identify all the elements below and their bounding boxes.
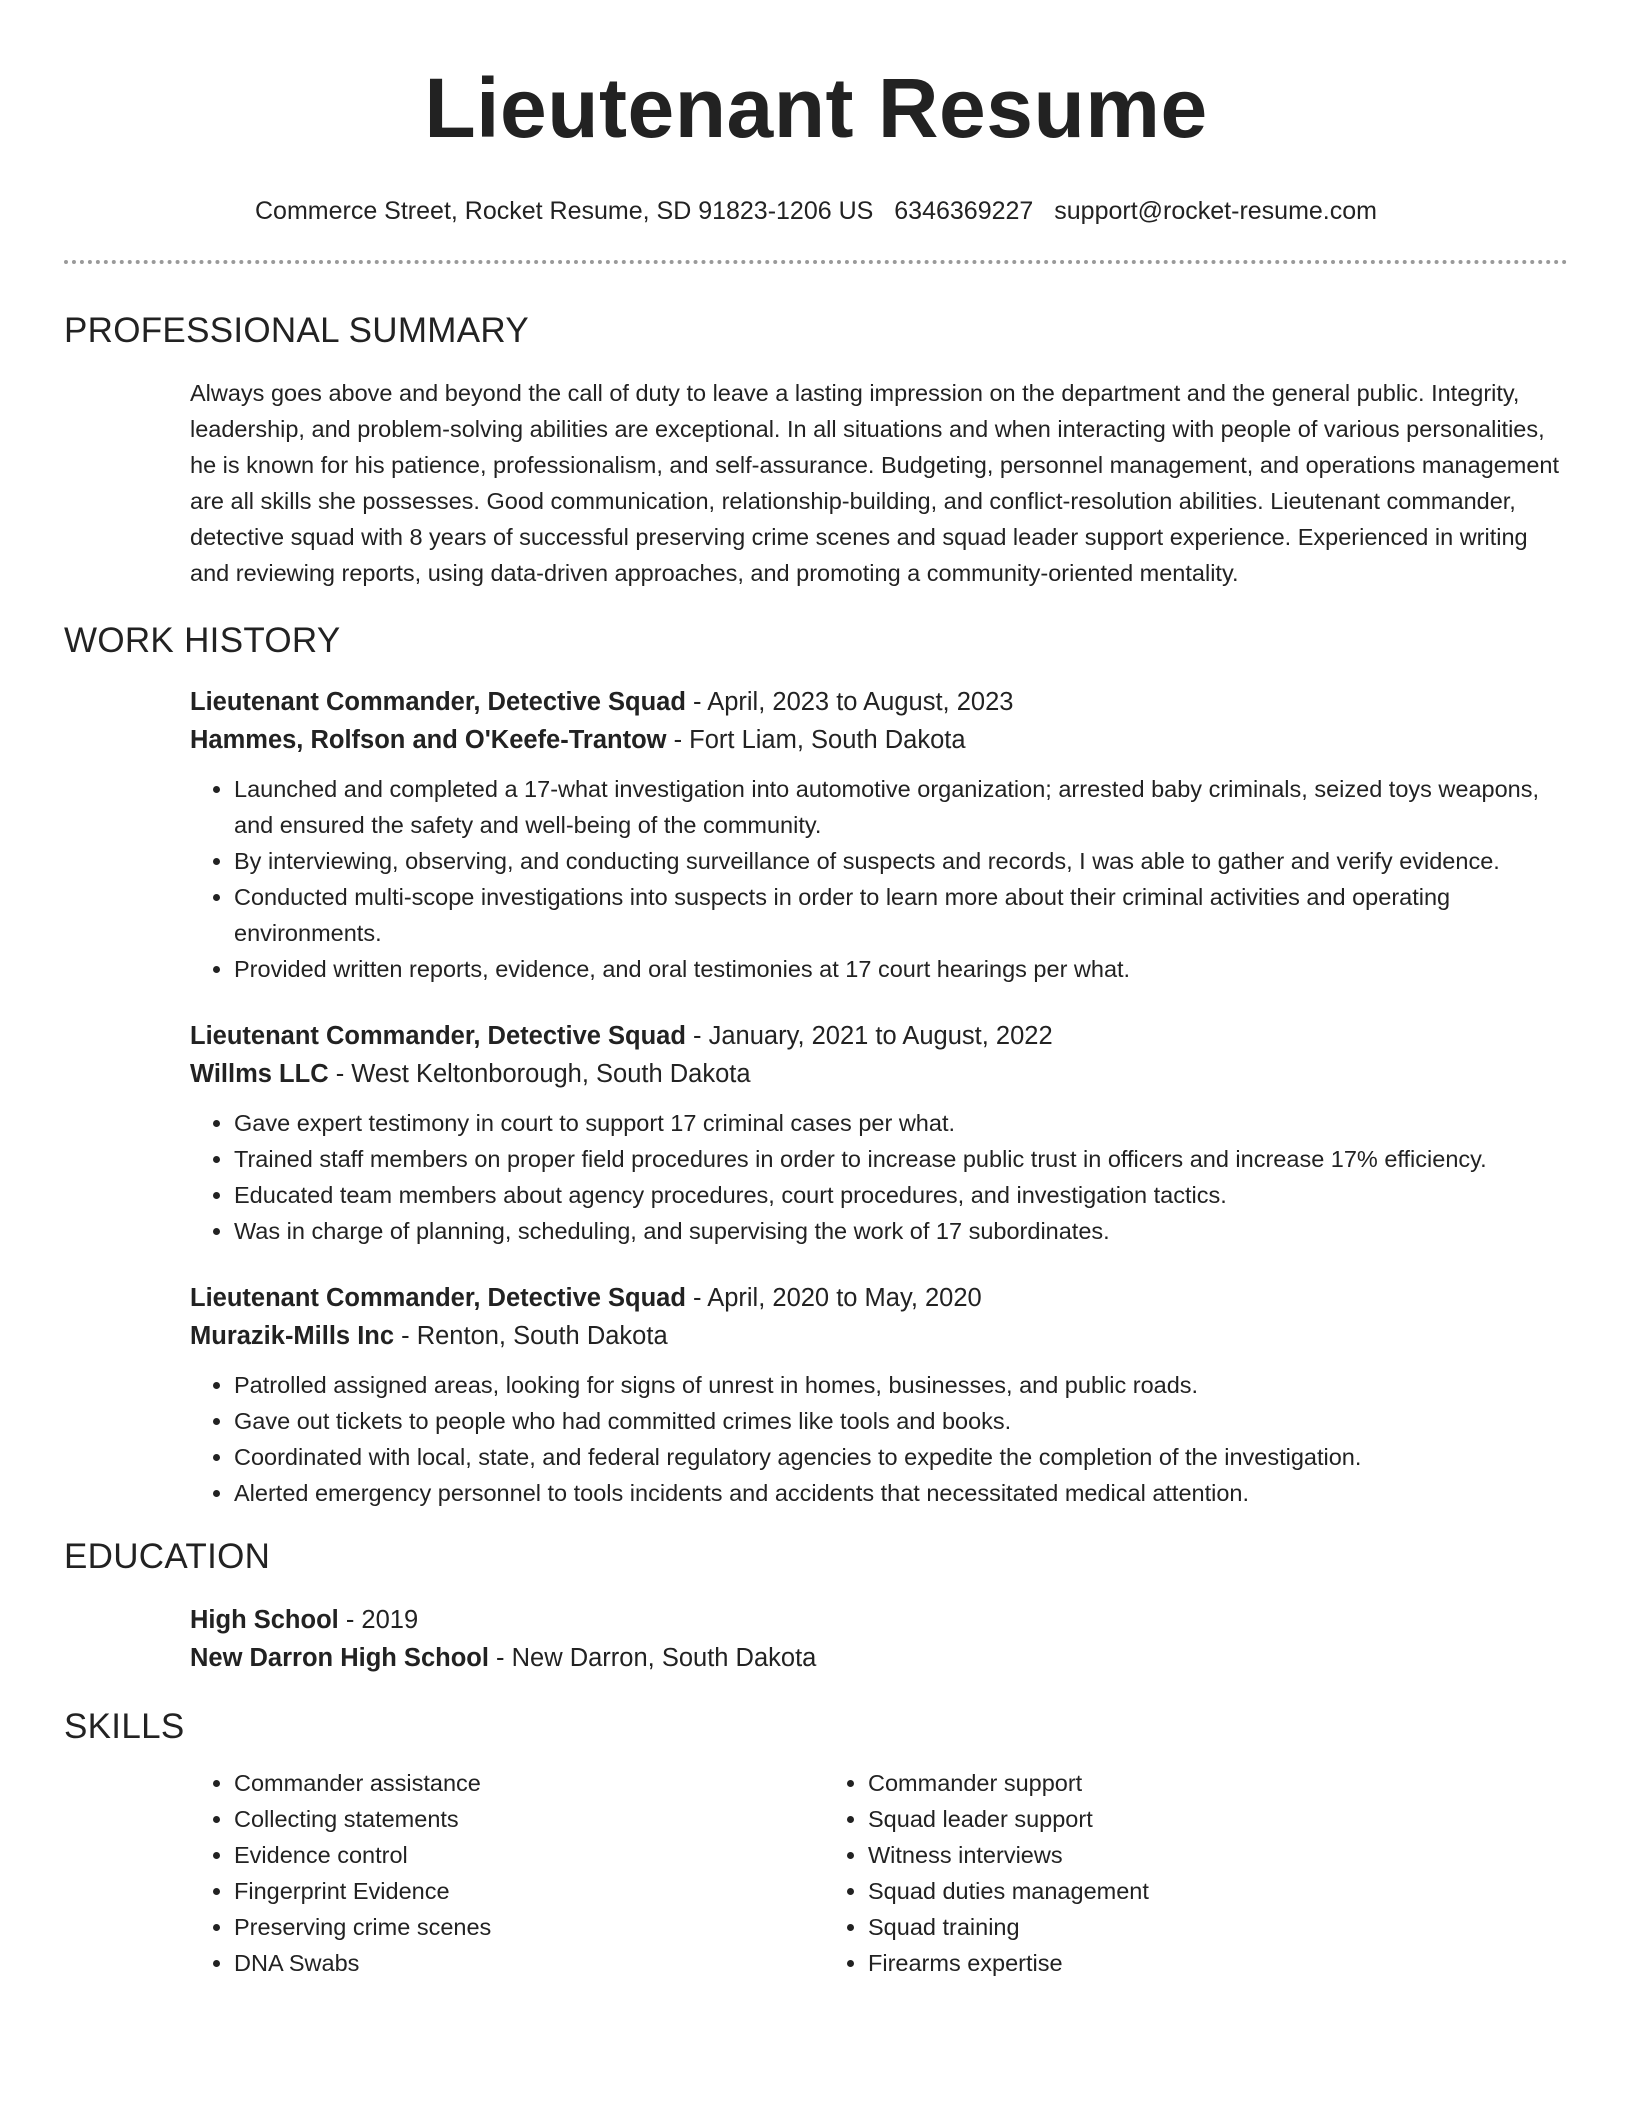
job-entry <box>190 683 1568 987</box>
skill-item: • Preserving crime scenes <box>234 1909 824 1945</box>
skills-column-left <box>190 1765 824 1981</box>
job-company: Hammes, Rolfson and O'Keefe-Trantow <box>190 726 667 754</box>
job-bullets <box>190 1367 1568 1511</box>
degree-line <box>190 1601 1568 1639</box>
skills-heading: SKILLS <box>64 1707 185 1746</box>
job-dates: - April, 2023 to August, 2023 <box>685 688 1014 716</box>
skills-list <box>190 1765 1568 1981</box>
job-company: Murazik-Mills Inc <box>190 1322 395 1350</box>
job-title: Lieutenant Commander, Detective Squad <box>190 1022 686 1050</box>
list-item: • Launched and completed a 17-what investigation into automotive organization; arrested baby criminals, seized toys weapons, and ensured the safety and well-being of the community. <box>234 771 1568 843</box>
skill-item: • DNA Swabs <box>234 1945 824 1981</box>
job-title-line <box>190 1279 1568 1317</box>
job-title: Lieutenant Commander, Detective Squad <box>190 688 686 716</box>
list-item: • Provided written reports, evidence, and oral testimonies at 17 court hearings per what. <box>234 951 1568 987</box>
job-location: - Renton, South Dakota <box>394 1322 668 1350</box>
skill-item: • Evidence control <box>234 1837 824 1873</box>
job-company: Willms LLC <box>190 1060 329 1088</box>
list-item: • Gave out tickets to people who had committed crimes like tools and books. <box>234 1403 1568 1439</box>
job-company-line <box>190 1055 1568 1093</box>
list-item: • By interviewing, observing, and conducting surveillance of suspects and records, I was able to gather and verify evidence. <box>234 843 1568 879</box>
list-item: • Was in charge of planning, scheduling, and supervising the work of 17 subordinates. <box>234 1213 1568 1249</box>
contact-line <box>64 196 1568 226</box>
job-title-line <box>190 1017 1568 1055</box>
school-name: New Darron High School <box>190 1644 489 1672</box>
summary-text: Always goes above and beyond the call of duty to leave a lasting impression on the department and the general public. Integrity, leadership, and problem-solving abilities are exceptional. In all situations and when interacting with people of various personalities, he is known for his patience, professionalism, and self-assurance. Budgeting, personnel management, and operations management are all skills she possesses. Good communication, relationship-building, and conflict-resolution abilities. Lieutenant commander, detective squad with 8 years of successful preserving crime scenes and squad leader support experience. Experienced in writing and reviewing reports, using data-driven approaches, and promoting a community-oriented mentality. <box>190 380 1560 586</box>
job-entry <box>190 1017 1568 1249</box>
degree: High School <box>190 1606 339 1634</box>
job-location: - Fort Liam, South Dakota <box>666 726 966 754</box>
job-title-line <box>190 683 1568 721</box>
list-item: • Trained staff members on proper field procedures in order to increase public trust in officers and increase 17% efficiency. <box>234 1141 1568 1177</box>
address: Commerce Street, Rocket Resume, SD 91823-1206 US <box>255 197 874 225</box>
list-item: • Patrolled assigned areas, looking for signs of unrest in homes, businesses, and public roads. <box>234 1367 1568 1403</box>
job-location: - West Keltonborough, South Dakota <box>328 1060 751 1088</box>
phone: 6346369227 <box>894 197 1034 225</box>
skill-item: • Squad duties management <box>868 1873 1458 1909</box>
header-divider <box>64 260 1568 264</box>
skill-item: • Squad training <box>868 1909 1458 1945</box>
job-company-line <box>190 721 1568 759</box>
summary-heading: PROFESSIONAL SUMMARY <box>64 311 529 350</box>
job-dates: - April, 2020 to May, 2020 <box>685 1284 982 1312</box>
list-item: • Coordinated with local, state, and federal regulatory agencies to expedite the completion of the investigation. <box>234 1439 1568 1475</box>
skill-item: • Fingerprint Evidence <box>234 1873 824 1909</box>
email: support@rocket-resume.com <box>1054 197 1377 225</box>
job-company-line <box>190 1317 1568 1355</box>
job-entry <box>190 1279 1568 1511</box>
school-line <box>190 1639 1568 1677</box>
list-item: • Alerted emergency personnel to tools incidents and accidents that necessitated medical attention. <box>234 1475 1568 1511</box>
skill-item: • Commander assistance <box>234 1765 824 1801</box>
list-item: • Gave expert testimony in court to support 17 criminal cases per what. <box>234 1105 1568 1141</box>
education-entry <box>190 1601 1568 1677</box>
job-bullets <box>190 771 1568 987</box>
skills-column-right <box>824 1765 1458 1981</box>
skill-item: • Firearms expertise <box>868 1945 1458 1981</box>
skill-item: • Witness interviews <box>868 1837 1458 1873</box>
education-heading: EDUCATION <box>64 1537 271 1576</box>
graduation-year: - 2019 <box>338 1606 419 1634</box>
skill-item: • Collecting statements <box>234 1801 824 1837</box>
job-dates: - January, 2021 to August, 2022 <box>685 1022 1053 1050</box>
skill-item: • Commander support <box>868 1765 1458 1801</box>
job-title: Lieutenant Commander, Detective Squad <box>190 1284 686 1312</box>
job-bullets <box>190 1105 1568 1249</box>
list-item: • Educated team members about agency procedures, court procedures, and investigation tactics. <box>234 1177 1568 1213</box>
school-location: - New Darron, South Dakota <box>488 1644 817 1672</box>
list-item: • Conducted multi-scope investigations into suspects in order to learn more about their criminal activities and operating environments. <box>234 879 1568 951</box>
skill-item: • Squad leader support <box>868 1801 1458 1837</box>
work-history-heading: WORK HISTORY <box>64 621 341 660</box>
resume-title: Lieutenant Resume <box>424 61 1208 155</box>
